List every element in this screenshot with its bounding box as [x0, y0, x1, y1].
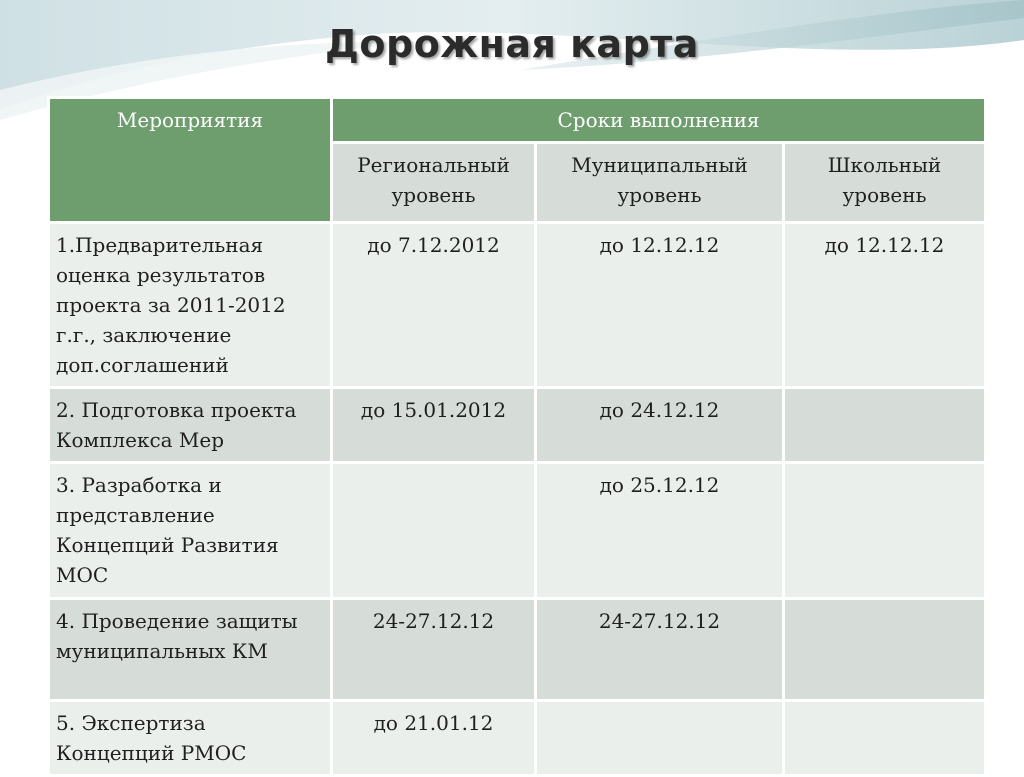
municipal-cell: до 25.12.12: [536, 463, 784, 599]
school-cell: [784, 701, 986, 776]
table-row: [49, 701, 986, 776]
header-activities: [49, 98, 332, 223]
slide-title: Дорожная карта: [325, 22, 699, 66]
activity-cell: 5. Экспертиза Концепций РМОС: [49, 701, 332, 776]
regional-cell: до 21.01.12: [332, 701, 536, 776]
header-school: [784, 143, 986, 223]
school-cell: [784, 599, 986, 701]
school-cell: [784, 463, 986, 599]
header-deadlines-label: Сроки выполнения: [557, 108, 760, 132]
header-regional-label: Региональный уровень: [357, 153, 510, 207]
municipal-cell: 24-27.12.12: [536, 599, 784, 701]
school-cell: [784, 388, 986, 463]
regional-cell: до 15.01.2012: [332, 388, 536, 463]
header-school-label: Школьный уровень: [827, 153, 942, 207]
activity-cell: 2. Подготовка проекта Комплекса Мер: [49, 388, 332, 463]
activity-cell: 3. Разработка и представление Концепций Развития МОС: [49, 463, 332, 599]
school-cell: до 12.12.12: [784, 223, 986, 388]
roadmap-table: [47, 96, 987, 777]
header-regional: [332, 143, 536, 223]
header-municipal: [536, 143, 784, 223]
activity-cell: 4. Проведение защиты муниципальных КМ: [49, 599, 332, 701]
regional-cell: 24-27.12.12: [332, 599, 536, 701]
header-municipal-label: Муниципальный уровень: [571, 153, 748, 207]
regional-cell: [332, 463, 536, 599]
municipal-cell: до 24.12.12: [536, 388, 784, 463]
municipal-cell: до 12.12.12: [536, 223, 784, 388]
header-activities-label: Мероприятия: [116, 108, 264, 132]
table-row: [49, 223, 986, 388]
regional-cell: до 7.12.2012: [332, 223, 536, 388]
table-row: [49, 463, 986, 599]
header-deadlines: [332, 98, 986, 143]
municipal-cell: [536, 701, 784, 776]
table-row: [49, 388, 986, 463]
table-row: [49, 599, 986, 701]
activity-cell: 1.Предварительная оценка результатов проекта за 2011-2012 г.г., заключение доп.соглашений: [49, 223, 332, 388]
